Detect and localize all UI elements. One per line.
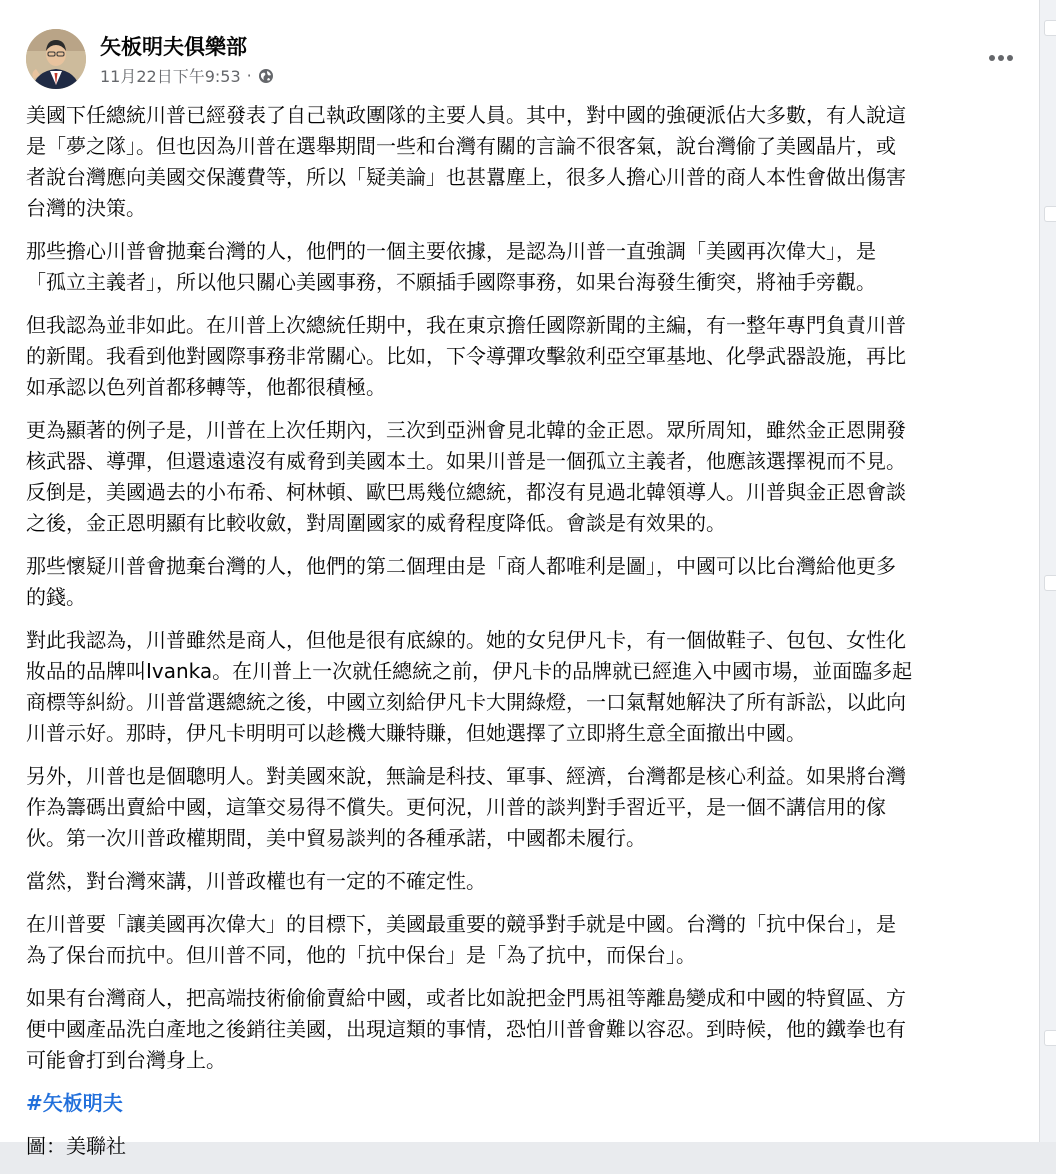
post-paragraph: 那些懷疑川普會拋棄台灣的人，他們的第二個理由是「商人都唯利是圖」，中國可以比台灣給他更多 的錢。 [26, 554, 896, 609]
post-body [26, 100, 1020, 1174]
right-edge-panel [1040, 0, 1056, 1142]
post-paragraph: 當然，對台灣來講，川普政權也有一定的不確定性。 [26, 869, 486, 893]
post-paragraph: 另外，川普也是個聰明人。對美國來說，無論是科技、軍事、經濟，台灣都是核心利益。如果將台灣 作為籌碼出賣給中國，這筆交易得不償失。更何況，川普的談判對手習近平，是一個不講信用的傢 伙。第一次川普政權期間，美中貿易談判的各種承諾，中國都未履行。 [26, 764, 906, 850]
post-paragraph: 美國下任總統川普已經發表了自己執政團隊的主要人員。其中，對中國的強硬派佔大多數，有人說這 是「夢之隊」。但也因為川普在選舉期間一些和台灣有關的言論不很客氣，說台灣偷了美國晶片，或 者說台灣應向美國交保護費等，所以「疑美論」也甚囂塵上，很多人擔心川普的商人本性會做出傷害 台灣的決策。 [26, 103, 906, 220]
post-paragraph: 更為顯著的例子是，川普在上次任期內，三次到亞洲會見北韓的金正恩。眾所周知，雖然金正恩開發 核武器、導彈，但還遠遠沒有威脅到美國本土。如果川普是一個孤立主義者，他應該選擇視而不見。 反倒是，美國過去的小布希、柯林頓、歐巴馬幾位總統，都沒有見過北韓領導人。川普與金正恩會談 之後，金正恩明顯有比較收斂，對周圍國家的威脅程度降低。會談是有效果的。 [26, 418, 906, 535]
avatar-image [26, 29, 86, 89]
post-paragraph: 在川普要「讓美國再次偉大」的目標下，美國最重要的競爭對手就是中國。台灣的「抗中保台」，是 為了保台而抗中。但川普不同，他的「抗中保台」是「為了抗中，而保台」。 [26, 912, 896, 967]
avatar[interactable] [26, 29, 86, 89]
post-timestamp[interactable]: 11月22日下午9:53 [100, 67, 241, 86]
post-header [26, 29, 1016, 91]
post-paragraph: 但我認為並非如此。在川普上次總統任期中，我在東京擔任國際新聞的主編，有一整年專門負責川普 的新聞。我看到他對國際事務非常關心。比如，下令導彈攻擊敘利亞空軍基地、化學武器設施，再比 如承認以色列首都移轉等，他都很積極。 [26, 313, 906, 399]
photo-credit: 圖：美聯社 [26, 1134, 126, 1158]
post-meta [100, 64, 274, 87]
post-paragraph: 對此我認為，川普雖然是商人，但他是很有底線的。她的女兒伊凡卡，有一個做鞋子、包包、女性化 妝品的品牌叫Ivanka。在川普上一次就任總統之前，伊凡卡的品牌就已經進入中國市場，並面臨多起 商標等糾紛。川普當選總統之後，中國立刻給伊凡卡大開綠燈，一口氣幫她解決了所有訴訟，以此向 川普示好。那時，伊凡卡明明可以趁機大賺特賺，但她選擇了立即將生意全面撤出中國。 [26, 628, 913, 745]
meta-separator: · [246, 66, 252, 85]
page-name[interactable]: 矢板明夫俱樂部 [100, 35, 247, 59]
post-paragraph: 如果有台灣商人，把高端技術偷偷賣給中國，或者比如說把金門馬祖等離島變成和中國的特貿區、方 便中國產品洗白產地之後銷往美國，出現這類的事情，恐怕川普會難以容忍。到時候，他的鐵拳也有 可能會打到台灣身上。 [26, 986, 906, 1072]
more-horizontal-icon [988, 54, 1014, 62]
post-paragraph: 那些擔心川普會拋棄台灣的人，他們的一個主要依據，是認為川普一直強調「美國再次偉大」，是 「孤立主義者」，所以他只關心美國事務，不願插手國際事務，如果台海發生衝突，將袖手旁觀。 [26, 239, 876, 294]
edge-tab [1044, 20, 1056, 36]
hashtag-link[interactable]: #矢板明夫 [26, 1091, 123, 1115]
edge-tab [1044, 575, 1056, 591]
globe-icon[interactable] [258, 68, 274, 84]
edge-tab [1044, 1030, 1056, 1046]
more-options-button[interactable] [986, 43, 1016, 73]
edge-tab [1044, 206, 1056, 222]
